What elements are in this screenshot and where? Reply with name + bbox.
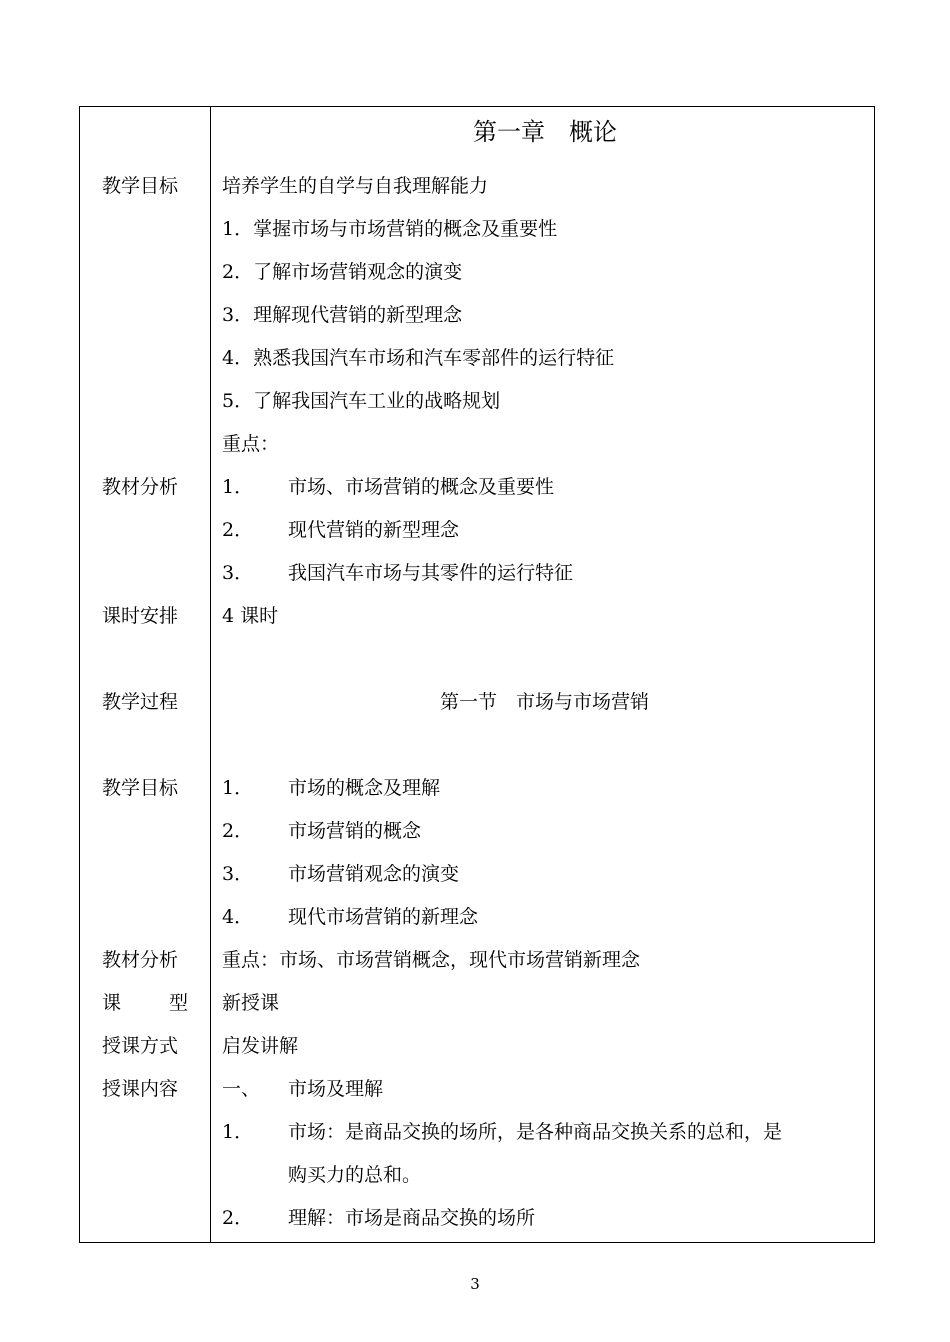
goal-item: 5．了解我国汽车工业的战略规划 (222, 390, 501, 412)
key-point-num: 2． (222, 519, 254, 541)
content-item-num: 2． (222, 1207, 254, 1229)
section-goal-text: 市场营销的概念 (288, 820, 422, 842)
content-label: 授课内容 (102, 1078, 179, 1100)
process-label: 教学过程 (102, 691, 179, 713)
section-analysis-label: 教材分析 (102, 949, 179, 971)
content-item-continuation: 购买力的总和。 (288, 1164, 422, 1186)
section-goal-num: 2． (222, 820, 254, 842)
schedule-label: 课时安排 (102, 605, 179, 627)
teaching-method-value: 启发讲解 (222, 1035, 299, 1057)
chapter-title: 第一章 概论 (473, 118, 617, 146)
goal-item: 4．熟悉我国汽车市场和汽车零部件的运行特征 (222, 347, 615, 369)
key-point-num: 3． (222, 562, 254, 584)
content-heading-text: 市场及理解 (288, 1078, 384, 1100)
schedule-value: 4 课时 (222, 605, 279, 627)
material-analysis-label: 教材分析 (102, 476, 179, 498)
content-heading-num: 一、 (222, 1078, 261, 1100)
section-goal-text: 现代市场营销的新理念 (288, 906, 479, 928)
section-goal-num: 3． (222, 863, 254, 885)
section-goal-text: 市场营销观念的演变 (288, 863, 460, 885)
column-divider (210, 106, 211, 1243)
lesson-type-label (102, 991, 188, 1015)
section-goal-text: 市场的概念及理解 (288, 777, 441, 799)
page-number: 3 (470, 1275, 480, 1293)
teaching-goal-label: 教学目标 (102, 175, 179, 197)
key-point-text: 市场、市场营销的概念及重要性 (288, 476, 555, 498)
section-goal-num: 1． (222, 777, 254, 799)
content-item-text: 理解：市场是商品交换的场所 (288, 1207, 536, 1229)
section-goal-num: 4． (222, 906, 254, 928)
key-point-text: 现代营销的新型理念 (288, 519, 460, 541)
section-title: 第一节 市场与市场营销 (440, 691, 650, 713)
content-item-num: 1． (222, 1121, 254, 1143)
section-analysis-value: 重点：市场、市场营销概念，现代市场营销新理念 (222, 949, 641, 971)
lesson-type-label-char: 课 (102, 992, 122, 1014)
lesson-type-value: 新授课 (222, 992, 280, 1014)
section-goal-label: 教学目标 (102, 777, 179, 799)
key-points-label: 重点： (222, 433, 280, 455)
key-point-text: 我国汽车市场与其零件的运行特征 (288, 562, 574, 584)
goal-item: 2．了解市场营销观念的演变 (222, 261, 463, 283)
teaching-goal-intro: 培养学生的自学与自我理解能力 (222, 175, 489, 197)
teaching-method-label: 授课方式 (102, 1035, 179, 1057)
table-frame (79, 106, 875, 1243)
goal-item: 1．掌握市场与市场营销的概念及重要性 (222, 218, 558, 240)
key-point-num: 1． (222, 476, 254, 498)
goal-item: 3．理解现代营销的新型理念 (222, 304, 463, 326)
lesson-type-label-char: 型 (168, 992, 188, 1014)
content-item-text: 市场：是商品交换的场所，是各种商品交换关系的总和，是 (288, 1121, 783, 1143)
